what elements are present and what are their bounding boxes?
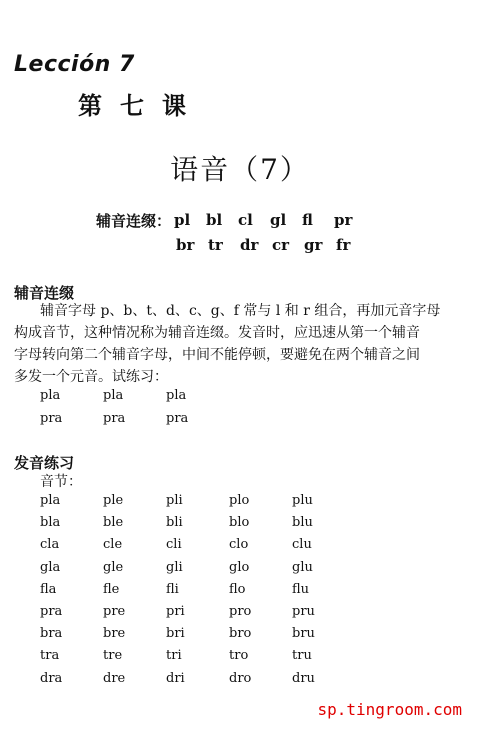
syllable: tro bbox=[229, 648, 249, 664]
cluster: gl bbox=[270, 211, 287, 229]
syllable: cle bbox=[103, 537, 123, 553]
cluster: pr bbox=[334, 211, 353, 229]
paragraph-line: 辅音字母 p、b、t、d、c、g、f 常与 l 和 r 组合，再加元音字母 bbox=[40, 303, 441, 319]
page-title: 语音（7） bbox=[170, 153, 310, 186]
syllable: fli bbox=[166, 581, 179, 597]
syllable: bru bbox=[292, 626, 315, 642]
syllable: pro bbox=[229, 604, 252, 619]
syllable: tra bbox=[40, 648, 60, 664]
syllable-row bbox=[40, 537, 355, 552]
syllable: pla bbox=[103, 388, 124, 403]
syllable: bre bbox=[103, 626, 126, 642]
syllable: ble bbox=[103, 515, 124, 531]
paragraph-line: 字母转向第二个辅音字母，中间不能停顿，要避免在两个辅音之间 bbox=[14, 347, 420, 363]
cluster: tr bbox=[208, 236, 223, 254]
cluster: pl bbox=[174, 211, 191, 229]
syllable: pra bbox=[103, 411, 126, 426]
syllable: dre bbox=[103, 670, 126, 686]
cluster: fl bbox=[302, 211, 313, 229]
section-heading-clusters: 辅音连缀 bbox=[14, 284, 75, 302]
syllable: pre bbox=[103, 604, 126, 619]
syllable: bri bbox=[166, 626, 185, 642]
syllable-row bbox=[40, 626, 355, 641]
cluster: dr bbox=[240, 236, 259, 254]
syllable: dri bbox=[166, 670, 185, 686]
syllable: gla bbox=[40, 559, 61, 575]
syllable: dru bbox=[292, 670, 315, 686]
lesson-number-chinese: 第七课 bbox=[78, 92, 204, 120]
explanation-paragraph bbox=[14, 300, 464, 388]
syllable-row bbox=[40, 411, 229, 426]
syllable-row bbox=[40, 560, 355, 575]
syllable: flu bbox=[292, 581, 310, 597]
syllable-row bbox=[40, 648, 355, 663]
syllable: plo bbox=[229, 493, 250, 508]
cluster-row-1 bbox=[174, 211, 366, 229]
syllable: pra bbox=[40, 604, 63, 619]
syllable: cli bbox=[166, 537, 182, 553]
syllable: pri bbox=[166, 604, 185, 619]
cluster: cl bbox=[238, 211, 253, 229]
syllable: pla bbox=[40, 493, 61, 508]
syllable: fla bbox=[40, 581, 57, 597]
cluster-row-2 bbox=[176, 236, 368, 254]
syllable: pra bbox=[166, 411, 189, 426]
syllable: cla bbox=[40, 537, 60, 553]
syllable: plu bbox=[292, 493, 313, 508]
cluster: fr bbox=[336, 236, 351, 254]
syllable-row bbox=[40, 582, 355, 597]
cluster: bl bbox=[206, 211, 223, 229]
syllable: pla bbox=[166, 388, 187, 403]
lesson-number-spanish: Lección 7 bbox=[14, 52, 135, 77]
syllable: bla bbox=[40, 515, 61, 531]
cluster: br bbox=[176, 236, 195, 254]
clusters-label: 辅音连缀： bbox=[96, 212, 172, 230]
syllable: pru bbox=[292, 604, 315, 619]
syllable: bra bbox=[40, 626, 63, 642]
syllables-label: 音节： bbox=[40, 474, 82, 490]
syllable: fle bbox=[103, 581, 120, 597]
syllable: dra bbox=[40, 670, 63, 686]
paragraph-line: 构成音节，这种情况称为辅音连缀。发音时，应迅速从第一个辅音 bbox=[14, 325, 420, 341]
syllable: pli bbox=[166, 493, 183, 508]
syllable: glo bbox=[229, 559, 250, 575]
syllable-row bbox=[40, 671, 355, 686]
cluster: gr bbox=[304, 236, 323, 254]
syllable: blu bbox=[292, 515, 313, 531]
syllable: tru bbox=[292, 648, 312, 664]
syllable: gli bbox=[166, 559, 183, 575]
syllable: bro bbox=[229, 626, 252, 642]
syllable: glu bbox=[292, 559, 313, 575]
syllable: flo bbox=[229, 581, 246, 597]
syllable-row bbox=[40, 493, 355, 508]
syllable: pla bbox=[40, 388, 61, 403]
paragraph-line: 多发一个元音。试练习： bbox=[14, 369, 168, 385]
watermark: sp.tingroom.com bbox=[317, 700, 462, 719]
syllable-row bbox=[40, 604, 355, 619]
syllable: clo bbox=[229, 537, 249, 553]
syllable: bli bbox=[166, 515, 183, 531]
syllable: clu bbox=[292, 537, 312, 553]
syllable: dro bbox=[229, 670, 252, 686]
syllable: tre bbox=[103, 648, 123, 664]
syllable: gle bbox=[103, 559, 124, 575]
syllable: blo bbox=[229, 515, 250, 531]
syllable-row bbox=[40, 388, 229, 403]
cluster: cr bbox=[272, 236, 290, 254]
syllable: ple bbox=[103, 493, 124, 508]
syllable: pra bbox=[40, 411, 63, 426]
section-heading-pronunciation: 发音练习 bbox=[14, 454, 75, 472]
syllable-row bbox=[40, 515, 355, 530]
syllable: tri bbox=[166, 648, 182, 664]
